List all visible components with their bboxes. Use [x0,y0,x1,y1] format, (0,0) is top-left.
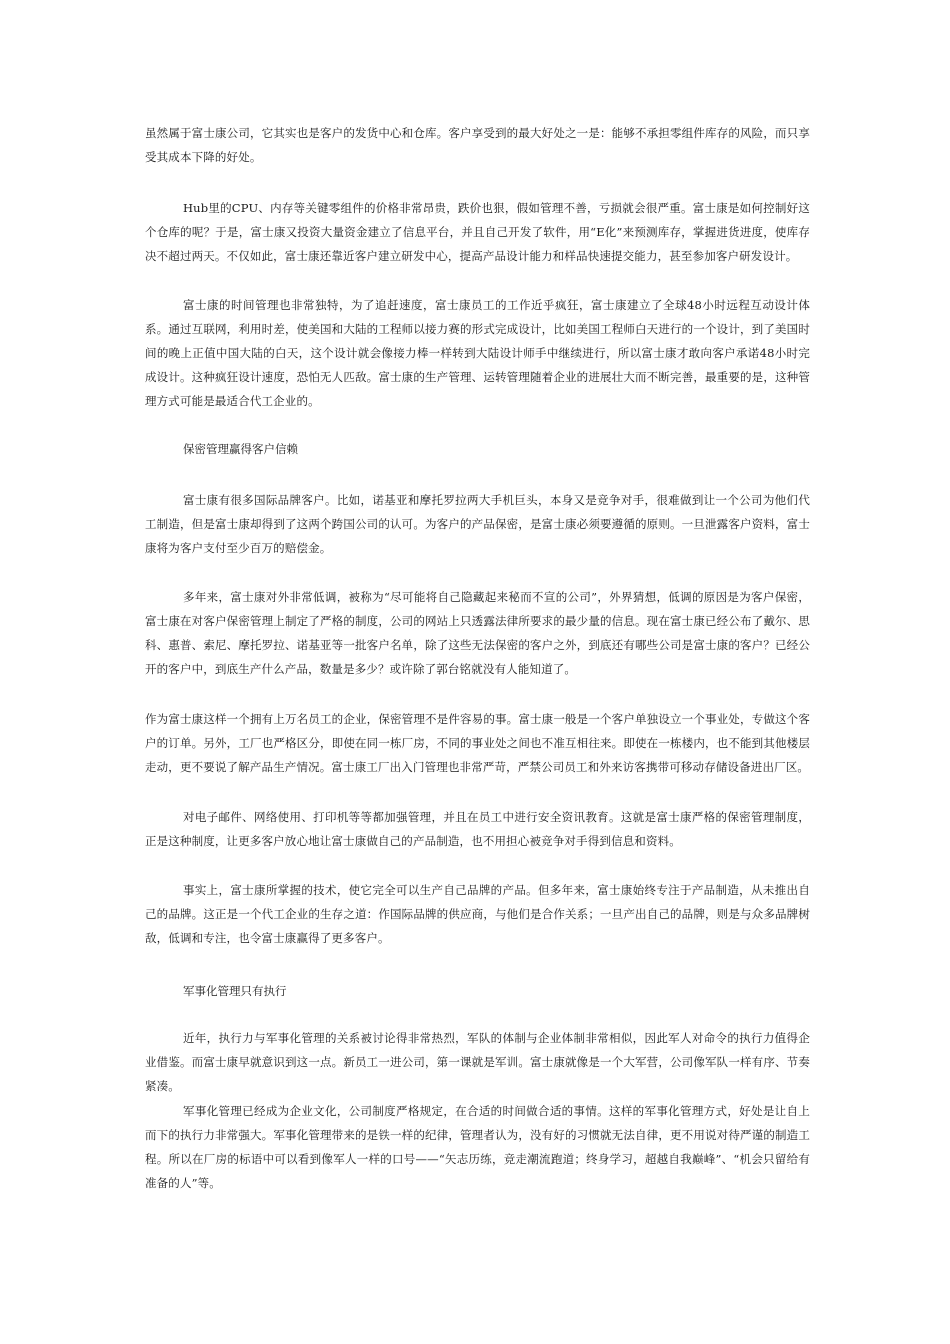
paragraph-execution: 近年，执行力与军事化管理的关系被讨论得非常热烈，军队的体制与企业体制非常相似，因此军人对命令的执行力值得企业借鉴。而富士康早就意识到这一点。新员工一进公司，第一课就是军训。富士康就像是一个大军营，公司像军队一样有序、节奏紧凑。 [145,1031,810,1093]
paragraph-low-profile: 多年来，富士康对外非常低调，被称为“尽可能将自己隐藏起来秘而不宣的公司”，外界猜想，低调的原因是为客户保密，富士康在对客户保密管理上制定了严格的制度，公司的网站上只透露法律所要求的最少量的信息。现在富士康已经公布了戴尔、思科、惠普、索尼、摩托罗拉、诺基亚等一批客户名单，除了这些无法保密的客户之外，到底还有哪些公司是富士康的客户？已经公开的客户中，到底生产什么产品，数量是多少？或许除了郭台铭就没有人能知道了。 [145,590,810,676]
paragraph-military-culture: 军事化管理已经成为企业文化，公司制度严格规定，在合适的时间做合适的事情。这样的军事化管理方式，好处是让自上而下的执行力非常强大。军事化管理带来的是铁一样的纪律，管理者认为，没有好的习惯就无法自律，更不用说对待严谨的制造工程。所以在厂房的标语中可以看到像军人一样的口号——“矢志历练，竞走潮流跑道；终身学习，超越自我巅峰”、“机会只留给有准备的人”等。 [145,1104,810,1190]
paragraph-brand-clients: 富士康有很多国际品牌客户。比如，诺基亚和摩托罗拉两大手机巨头，本身又是竞争对手，很难做到让一个公司为他们代工制造，但是富士康却得到了这两个跨国公司的认可。为客户的产品保密，是富士康必须要遵循的原则。一旦泄露客户资料，富士康将为客户支付至少百万的赔偿金。 [145,493,810,555]
paragraph-confidentiality-practice: 作为富士康这样一个拥有上万名员工的企业，保密管理不是件容易的事。富士康一般是一个客户单独设立一个事业处，专做这个客户的订单。另外，工厂也严格区分，即使在同一栋厂房，不同的事业处之间也不准互相往来。即使在一栋楼内，也不能到其他楼层走动，更不要说了解产品生产情况。富士康工厂出入门管理也非常严苛，严禁公司员工和外来访客携带可移动存储设备进出厂区。 [145,712,810,774]
paragraph-hub-intro: 虽然属于富士康公司，它其实也是客户的发货中心和仓库。客户享受到的最大好处之一是：能够不承担零组件库存的风险，而只享受其成本下降的好处。 [145,126,810,164]
paragraph-hub-inventory: Hub里的CPU、内存等关键零组件的价格非常昂贵，跌价也狠，假如管理不善，亏损就会很严重。富士康是如何控制好这个仓库的呢？于是，富士康又投资大量资金建立了信息平台，并且自己开发了软件，用“E化”来预测库存，掌握进货进度，使库存决不超过两天。不仅如此，富士康还靠近客户建立研发中心，提高产品设计能力和样品快速提交能力，甚至参加客户研发设计。 [145,201,810,263]
paragraph-email-network: 对电子邮件、网络使用、打印机等等都加强管理，并且在员工中进行安全资讯教育。这就是富士康严格的保密管理制度，正是这种制度，让更多客户放心地让富士康做自己的产品制造，也不用担心被竞争对手得到信息和资料。 [145,810,810,848]
paragraph-own-brand: 事实上，富士康所掌握的技术，使它完全可以生产自己品牌的产品。但多年来，富士康始终专注于产品制造，从未推出自己的品牌。这正是一个代工企业的生存之道：作国际品牌的供应商，与他们是合作关系；一旦产出自己的品牌，则是与众多品牌树敌，低调和专注，也令富士康赢得了更多客户。 [145,883,810,945]
paragraph-time-management: 富士康的时间管理也非常独特，为了追赶速度，富士康员工的工作近乎疯狂，富士康建立了全球48小时远程互动设计体系。通过互联网，利用时差，使美国和大陆的工程师以接力赛的形式完成设计，比如美国工程师白天进行的一个设计，到了美国时间的晚上正值中国大陆的白天，这个设计就会像接力棒一样转到大陆设计师手中继续进行，所以富士康才敢向客户承诺48小时完成设计。这种疯狂设计速度，恐怕无人匹敌。富士康的生产管理、运转管理随着企业的进展壮大而不断完善，最重要的是，这种管理方式可能是最适合代工企业的。 [145,298,810,408]
section-heading-confidentiality: 保密管理赢得客户信赖 [183,442,298,456]
section-heading-military-management: 军事化管理只有执行 [183,984,287,998]
